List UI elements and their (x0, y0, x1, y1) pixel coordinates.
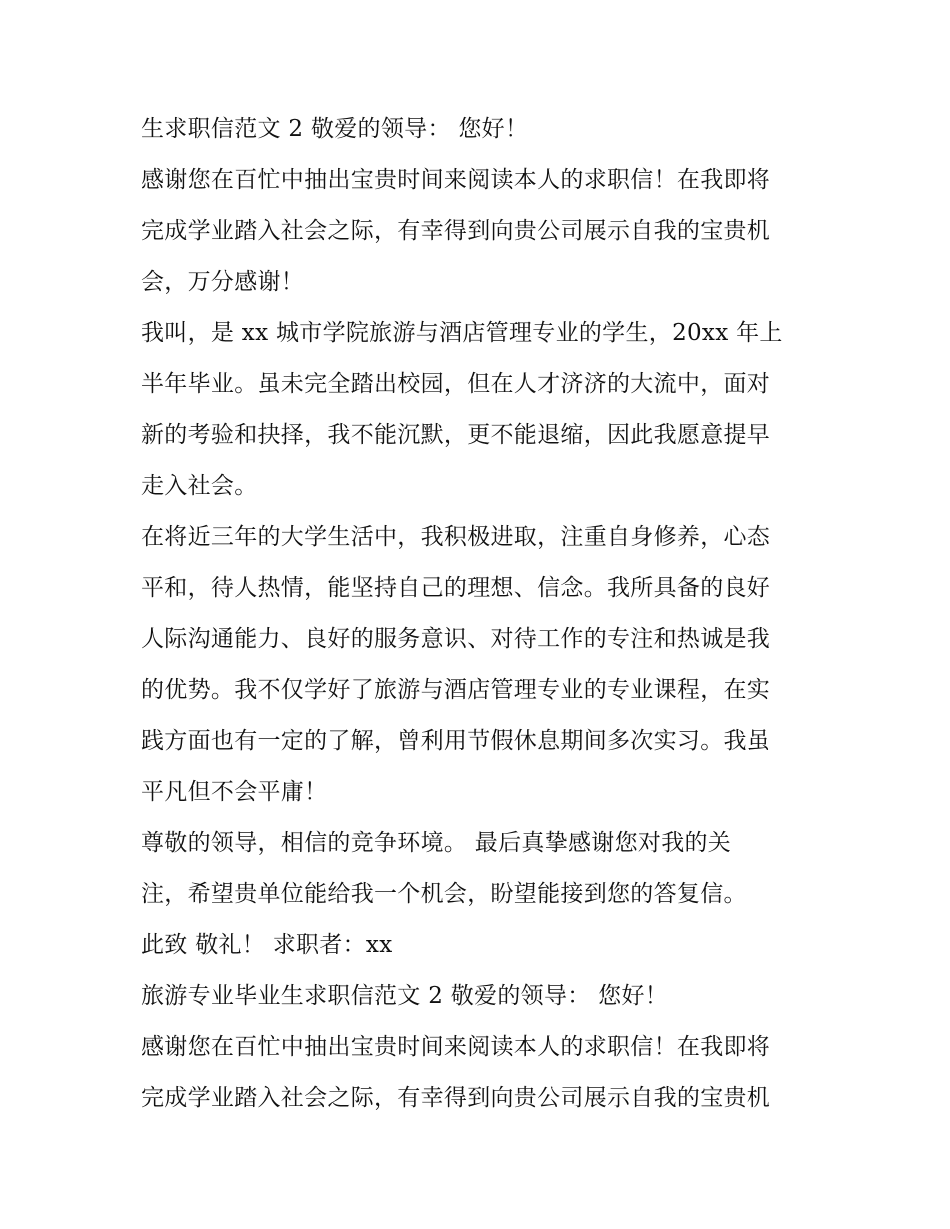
document-body (141, 104, 831, 1124)
text-line: 平凡但不会平庸！ (141, 779, 328, 805)
text-line: 半年毕业。虽未完全踏出校园，但在人才济济的大流中，面对 (141, 371, 771, 397)
text-line: 感谢您在百忙中抽出宝贵时间来阅读本人的求职信！在我即将 (141, 1034, 771, 1060)
text-line: 走入社会。 (141, 473, 258, 499)
text-line: 我叫，是 xx 城市学院旅游与酒店管理专业的学生，20xx 年上 (141, 320, 783, 346)
text-line: 完成学业踏入社会之际，有幸得到向贵公司展示自我的宝贵机 (141, 1085, 771, 1111)
text-line: 尊敬的领导，相信的竞争环境。 最后真挚感谢您对我的关 (141, 830, 732, 856)
text-line: 践方面也有一定的了解，曾利用节假休息期间多次实习。我虽 (141, 728, 771, 754)
text-line: 会，万分感谢！ (141, 269, 305, 295)
text-line: 人际沟通能力、良好的服务意识、对待工作的专注和热诚是我 (141, 626, 771, 652)
text-line: 的优势。我不仅学好了旅游与酒店管理专业的专业课程，在实 (141, 677, 771, 703)
text-line: 生求职信范文 2 敬爱的领导： 您好！ (141, 116, 529, 142)
text-line: 平和，待人热情，能坚持自己的理想、信念。我所具备的良好 (141, 575, 771, 601)
text-line: 完成学业踏入社会之际，有幸得到向贵公司展示自我的宝贵机 (141, 218, 771, 244)
text-line: 感谢您在百忙中抽出宝贵时间来阅读本人的求职信！在我即将 (141, 167, 771, 193)
text-line: 此致 敬礼！ 求职者：xx (141, 932, 393, 958)
text-line: 注，希望贵单位能给我一个机会，盼望能接到您的答复信。 (141, 881, 747, 907)
text-line: 新的考验和抉择，我不能沉默，更不能退缩，因此我愿意提早 (141, 422, 771, 448)
text-line: 旅游专业毕业生求职信范文 2 敬爱的领导： 您好！ (141, 983, 669, 1009)
text-line: 在将近三年的大学生活中，我积极进取，注重自身修养，心态 (141, 524, 771, 550)
